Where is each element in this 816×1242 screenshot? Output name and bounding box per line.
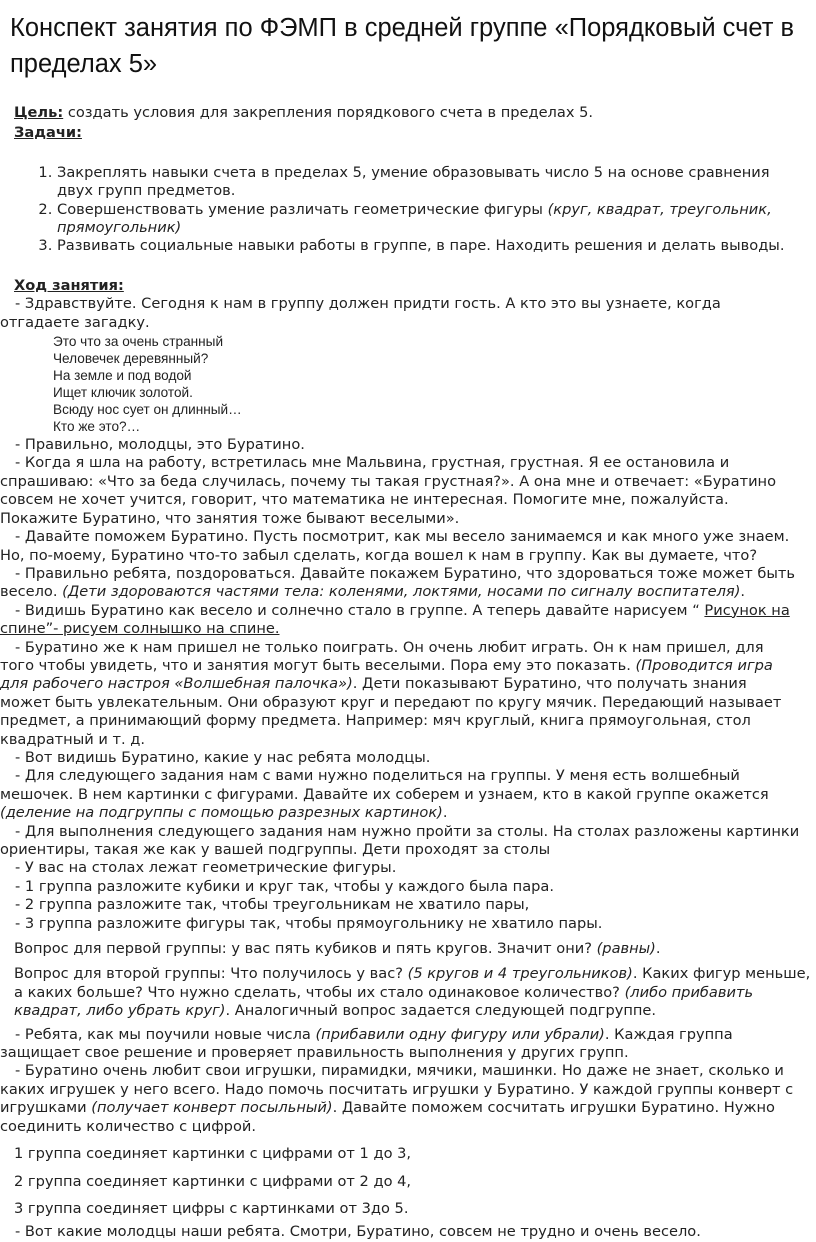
poem-line: Кто же это?… bbox=[53, 419, 141, 435]
task-text: Совершенствовать умение различать геометрические фигуры bbox=[57, 200, 548, 218]
paragraph bbox=[0, 1026, 800, 1063]
text-run: - Для следующего задания нам с вами нужно поделиться на группы. У меня есть волшебный мешочек. В нем картинки с фигурами. Давайте их соберем и узнаем, кто в какой группе окажется bbox=[0, 767, 769, 803]
text-run: . Аналогичный вопрос задается следующей подгруппе. bbox=[225, 1002, 657, 1020]
paragraph bbox=[0, 767, 800, 822]
italic-run: (прибавили одну фигуру или убрали) bbox=[315, 1025, 605, 1043]
text-run: Вопрос для второй группы: Что получилось у вас? bbox=[14, 965, 408, 983]
poem-line: Человечек деревянный? bbox=[53, 351, 209, 367]
poem-line: На земле и под водой bbox=[53, 368, 192, 384]
paragraph bbox=[0, 565, 800, 602]
italic-run: (равны) bbox=[596, 940, 656, 958]
paragraph bbox=[0, 1062, 800, 1136]
group-task-line: 1 группа соединяет картинки с цифрами от 1 до 3, bbox=[14, 1145, 412, 1163]
task-text: Закреплять навыки счета в пределах 5, умение образовывать число 5 на основе сравнения двух групп предметов. bbox=[57, 163, 770, 200]
paragraph: - 2 группа разложите так, чтобы треугольникам не хватило пары, bbox=[15, 896, 530, 914]
paragraph: - Вот видишь Буратино, какие у нас ребята молодцы. bbox=[15, 748, 431, 766]
paragraph: - Когда я шла на работу, встретилась мне Мальвина, грустная, грустная. Я ее остановила и спрашиваю: «Что за беда случилась, почему ты такая грустная?». А она мне и отвечает: «Буратино совсем не хочет учится, говорит, что математика не интересная. Помогите мне, пожалуйста. Покажите Буратино, что занятия тоже бывают веселыми». bbox=[0, 454, 777, 527]
text-run: . bbox=[655, 940, 661, 958]
riddle-poem bbox=[0, 333, 816, 435]
task-italic: (круг, квадрат, треугольник, прямоугольник) bbox=[57, 200, 772, 237]
goal-text: создать условия для закрепления порядкового счета в пределах 5. bbox=[63, 104, 594, 121]
italic-run: (либо прибавить квадрат, либо убрать круг) bbox=[14, 983, 754, 1020]
list-item bbox=[57, 164, 797, 201]
text-run: . Дети показывают Буратино, что получать знания может быть увлекательным. Они образуют круг и передают по кругу мячик. Передающий называет предмет, а принимающий форму предмета. Например: мяч круглый, книга прямоугольная, стол квадратный и т. д. bbox=[0, 675, 782, 748]
course-heading bbox=[0, 277, 816, 295]
italic-run: (Дети здороваются частями тела: коленями, локтями, носами по сигналу воспитателя) bbox=[62, 583, 741, 601]
text-run: . Давайте поможем сосчитать игрушки Буратино. Нужно соединить количество с цифрой. bbox=[0, 1099, 775, 1135]
tasks-heading bbox=[0, 124, 816, 142]
paragraph: - Вот какие молодцы наши ребята. Смотри, Буратино, совсем не трудно и очень весело. bbox=[15, 1223, 701, 1241]
goal-paragraph bbox=[0, 104, 816, 122]
tasks-list bbox=[0, 164, 797, 256]
paragraph: - Здравствуйте. Сегодня к нам в группу должен придти гость. А кто это вы узнаете, когда отгадаете загадку. bbox=[0, 295, 721, 331]
text-run: . bbox=[442, 804, 448, 822]
italic-run: (деление на подгруппы с помощью разрезных картинок) bbox=[0, 804, 443, 822]
question-paragraph bbox=[0, 965, 814, 1020]
text-run: - Ребята, как мы поучили новые числа bbox=[15, 1025, 316, 1043]
list-item bbox=[57, 237, 797, 255]
poem-line: Это что за очень странный bbox=[53, 334, 224, 350]
paragraph: - У вас на столах лежат геометрические фигуры. bbox=[15, 859, 397, 877]
paragraph: - Давайте поможем Буратино. Пусть посмотрит, как мы весело занимаемся и как много уже знаем. Но, по-моему, Буратино что-то забыл сделать, когда вошел к нам в группу. Как вы думаете, что? bbox=[0, 528, 790, 564]
list-item bbox=[57, 201, 797, 238]
italic-run: (5 кругов и 4 треугольников) bbox=[407, 965, 633, 983]
text-run: . Каждая группа защищает свое решение и проверяет правильность выполнения у других групп. bbox=[0, 1025, 733, 1062]
italic-run: (получает конверт посыльный) bbox=[91, 1099, 333, 1117]
poem-line: Всюду нос сует он длинный… bbox=[53, 402, 242, 418]
paragraph bbox=[0, 639, 800, 749]
paragraph: - 1 группа разложите кубики и круг так, чтобы у каждого была пара. bbox=[15, 877, 554, 895]
paragraph bbox=[0, 602, 800, 639]
goal-label: Цель: bbox=[14, 104, 64, 121]
text-run: - Буратино очень любит свои игрушки, пирамидки, мячики, машинки. Но даже не знает, сколько и каких игрушек у него всего. Надо помочь посчитать игрушки у Буратино. У каждой группы конверт с игрушками bbox=[0, 1062, 794, 1117]
poem-line: Ищет ключик золотой. bbox=[53, 385, 193, 401]
text-run: - Видишь Буратино как весело и солнечно стало в группе. А теперь давайте нарисуем “ bbox=[15, 601, 705, 619]
document-body bbox=[0, 104, 816, 1242]
text-run: - Буратино же к нам пришел не только поиграть. Он очень любит играть. Он к нам пришел, для того чтобы увидеть, что и занятия могут быть веселыми. Пора ему это показать. bbox=[0, 638, 764, 674]
text-run: . bbox=[740, 583, 746, 601]
underlined-run: Рисунок на спине”- рисуем солнышко на спине. bbox=[0, 601, 790, 638]
paragraph: - 3 группа разложите фигуры так, чтобы прямоугольнику не хватило пары. bbox=[15, 914, 603, 932]
task-text: Развивать социальные навыки работы в группе, в паре. Находить решения и делать выводы. bbox=[57, 237, 785, 255]
question-paragraph bbox=[0, 940, 814, 958]
group-task-line: 3 группа соединяет цифры с картинками от 3до 5. bbox=[14, 1199, 409, 1217]
paragraph: - Правильно, молодцы, это Буратино. bbox=[15, 436, 305, 454]
paragraph: - Для выполнения следующего задания нам нужно пройти за столы. На столах разложены картинки ориентиры, такая же как у вашей подгруппы. Дети проходят за столы bbox=[0, 822, 800, 858]
course-label: Ход занятия: bbox=[14, 276, 124, 294]
page-title: Конспект занятия по ФЭМП в средней группе «Порядковый счет в пределах 5» bbox=[10, 14, 795, 78]
italic-run: (Проводится игра для рабочего настроя «Волшебная палочка») bbox=[0, 656, 773, 693]
group-task-line: 2 группа соединяет картинки с цифрами от 2 до 4, bbox=[14, 1172, 412, 1190]
tasks-label: Задачи: bbox=[14, 124, 82, 142]
text-run: Вопрос для первой группы: у вас пять кубиков и пять кругов. Значит они? bbox=[14, 940, 597, 958]
text-run: - Правильно ребята, поздороваться. Давайте покажем Буратино, что здороваться тоже может быть весело. bbox=[0, 564, 795, 601]
text-run: . Каких фигур меньше, а каких больше? Что нужно сделать, чтобы их стало одинаковое количество? bbox=[14, 965, 811, 1001]
